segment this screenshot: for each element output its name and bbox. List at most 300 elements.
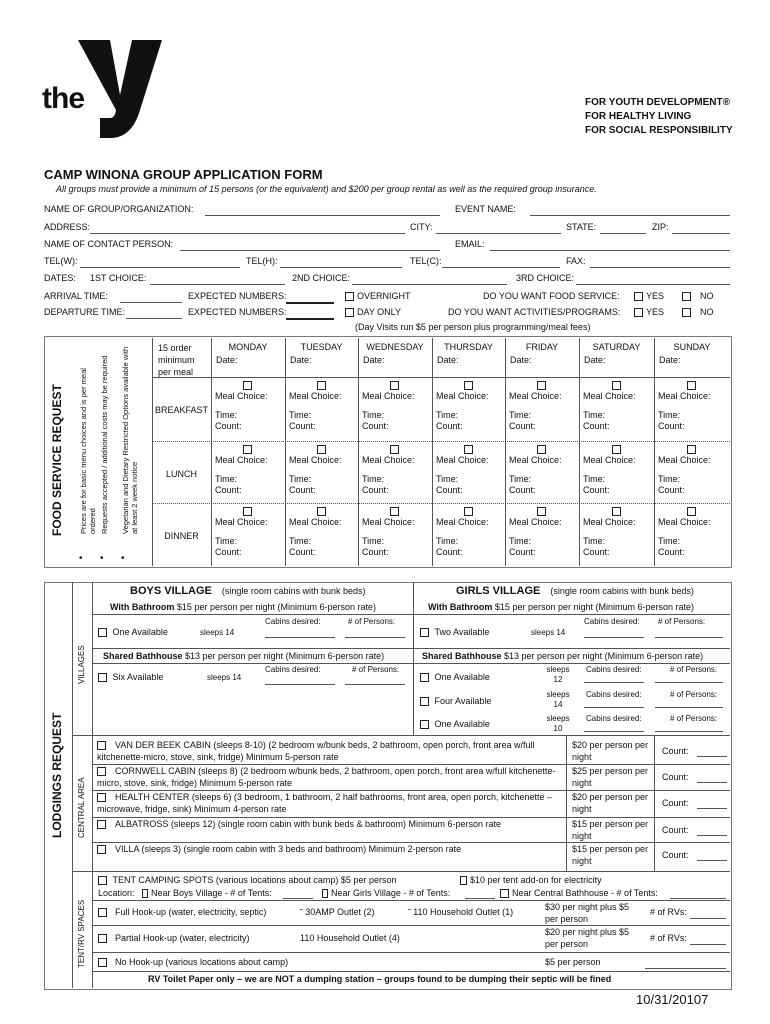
- meal-time-label[interactable]: Time:: [658, 536, 681, 546]
- tent-label: TENT/RV SPACES: [77, 899, 86, 968]
- central-count-field[interactable]: [697, 835, 727, 836]
- boys-cabins-desired-2: Cabins desired:: [265, 665, 321, 674]
- choice1-field[interactable]: [150, 284, 285, 285]
- meal-count-label[interactable]: Count:: [583, 485, 610, 495]
- partial-rvs-field[interactable]: [690, 944, 726, 945]
- meal-checkbox[interactable]: [687, 381, 696, 390]
- meal-count-label[interactable]: Count:: [509, 485, 536, 495]
- girls-with-bath: [428, 602, 694, 613]
- meal-cell: [509, 506, 577, 558]
- loc-central-option[interactable]: [500, 888, 658, 899]
- choice3-label: 3RD CHOICE:: [516, 273, 575, 283]
- contact-label: NAME OF CONTACT PERSON:: [44, 239, 174, 249]
- logo-the-text: the: [42, 82, 84, 115]
- no-hookup-text: No Hook-up (various locations about camp): [115, 957, 289, 967]
- girls-h2: [413, 648, 730, 649]
- central-option[interactable]: [97, 739, 562, 763]
- day-header-tuesday: TUESDAY: [300, 342, 343, 352]
- tent-spots-option[interactable]: [98, 875, 396, 886]
- day-date-label: Date:: [659, 355, 681, 365]
- central-count-field[interactable]: [697, 756, 727, 757]
- girls-four-persons-field[interactable]: [655, 707, 723, 708]
- meal-time-label[interactable]: Time:: [583, 474, 606, 484]
- activities-no[interactable]: [682, 307, 714, 318]
- overnight-option[interactable]: [345, 291, 411, 302]
- meal-checkbox[interactable]: [317, 445, 326, 454]
- boys-one-option[interactable]: [98, 627, 168, 638]
- meal-count-label[interactable]: Count:: [583, 421, 610, 431]
- telc-field[interactable]: [442, 267, 560, 268]
- meal-time-label[interactable]: Time:: [215, 410, 238, 420]
- boys-one-cabins-field[interactable]: [265, 637, 335, 638]
- choice3-field[interactable]: [576, 284, 730, 285]
- girls-one-b-option[interactable]: [420, 719, 490, 730]
- meal-checkbox[interactable]: [317, 507, 326, 516]
- central-text: HEALTH CENTER (sleeps 6) (3 bedroom, 1 bathroom, 2 half bathrooms, front area, open porch, kitchenette – microwave, fridge, sink) Minimum 4-person rate: [97, 792, 553, 814]
- boys-six-text: Six Available: [112, 672, 164, 682]
- meal-choice-label[interactable]: Meal Choice:: [583, 455, 636, 465]
- meal-count-label[interactable]: Count:: [362, 547, 389, 557]
- meal-time-label[interactable]: Time:: [362, 474, 385, 484]
- food-yes-text: YES: [646, 291, 665, 301]
- meal-time-label[interactable]: Time:: [436, 410, 459, 420]
- meal-cell-spacer: [583, 466, 652, 474]
- boys-shared-rest: $13 per person per night (Minimum 6-person rate): [182, 651, 385, 661]
- food-no-text: NO: [700, 291, 714, 301]
- girls-two-persons-field[interactable]: [655, 637, 723, 638]
- meal-label-breakfast: BREAKFAST: [154, 405, 208, 415]
- meal-choice-label[interactable]: Meal Choice:: [289, 391, 342, 401]
- loc-boys-checkbox[interactable]: [142, 889, 148, 898]
- loc-girls-field[interactable]: [465, 898, 495, 899]
- meal-count-label[interactable]: Count:: [509, 547, 536, 557]
- tent-addon-checkbox[interactable]: [460, 876, 467, 885]
- meal-choice-label[interactable]: Meal Choice:: [362, 455, 415, 465]
- boys-h2: [92, 648, 413, 649]
- girls-two-text: Two Available: [434, 627, 490, 637]
- girls-two-cabins-field[interactable]: [584, 637, 644, 638]
- meal-time-label[interactable]: Time:: [658, 474, 681, 484]
- meal-choice-label[interactable]: Meal Choice:: [436, 455, 489, 465]
- central-checkbox[interactable]: [97, 793, 106, 802]
- meal-checkbox-row: [509, 444, 577, 455]
- meal-time-label[interactable]: Time:: [289, 410, 312, 420]
- expected2-field[interactable]: [286, 318, 334, 320]
- meal-cell-spacer: [583, 528, 652, 536]
- address-field[interactable]: [90, 233, 405, 234]
- girls-shared-bold: Shared Bathhouse: [422, 651, 502, 661]
- amp30-mark: ˜: [300, 908, 303, 917]
- meal-cell: [362, 380, 430, 432]
- meal-count-label[interactable]: Count:: [215, 547, 242, 557]
- girls-one-a-persons-field[interactable]: [655, 682, 723, 683]
- meal-count-label[interactable]: Count:: [436, 547, 463, 557]
- meal-cell: [658, 380, 728, 432]
- arrival-field[interactable]: [120, 302, 182, 303]
- meal-time-label[interactable]: Time:: [362, 536, 385, 546]
- central-count-field[interactable]: [697, 860, 727, 861]
- meal-choice-label[interactable]: Meal Choice:: [658, 517, 711, 527]
- full-hookup-option[interactable]: [98, 907, 266, 918]
- girls-one-b-persons-field[interactable]: [655, 731, 723, 732]
- partial-hookup-text: Partial Hook-up (water, electricity): [115, 933, 250, 943]
- choice2-field[interactable]: [352, 284, 507, 285]
- meal-cell-spacer: [289, 466, 356, 474]
- partial-hookup-option[interactable]: [98, 933, 250, 944]
- food-note-3-text: Vegetarian and Dietary Restricted Options available with at least 2 week notice: [121, 346, 139, 534]
- meal-time-label[interactable]: Time:: [509, 410, 532, 420]
- lodging-divider-outer: [72, 582, 73, 988]
- meal-choice-label[interactable]: Meal Choice:: [436, 517, 489, 527]
- tent-spots-text: TENT CAMPING SPOTS (various locations about camp) $5 per person: [112, 875, 397, 885]
- girls-one-a-checkbox[interactable]: [420, 673, 429, 682]
- food-yes[interactable]: [634, 291, 664, 302]
- girls-four-text: Four Available: [434, 696, 492, 706]
- central-label: CENTRAL AREA: [77, 777, 86, 838]
- meal-cell: [658, 506, 728, 558]
- zip-field[interactable]: [672, 233, 730, 234]
- logo-registered: ®: [152, 44, 158, 51]
- meal-checkbox[interactable]: [390, 381, 399, 390]
- central-v-price: [566, 735, 567, 871]
- food-no-checkbox[interactable]: [682, 292, 691, 301]
- meal-choice-label[interactable]: Meal Choice:: [509, 455, 562, 465]
- meal-count-label[interactable]: Count:: [658, 547, 685, 557]
- loc-boys-field[interactable]: [283, 898, 313, 899]
- central-count-field[interactable]: [697, 808, 727, 809]
- meal-checkbox[interactable]: [687, 445, 696, 454]
- meal-time-label[interactable]: Time:: [509, 474, 532, 484]
- boys-six-checkbox[interactable]: [98, 673, 107, 682]
- meal-cell-spacer: [509, 402, 577, 410]
- boys-with-bath-bold: With Bathroom: [110, 602, 175, 612]
- meal-time-label[interactable]: Time:: [436, 536, 459, 546]
- girls-title-row: [456, 586, 694, 597]
- telh-field[interactable]: [280, 267, 402, 268]
- full-hookup-checkbox[interactable]: [98, 908, 107, 917]
- meal-checkbox[interactable]: [537, 507, 546, 516]
- meal-checkbox[interactable]: [243, 381, 252, 390]
- meal-checkbox-row: [509, 506, 577, 517]
- food-grid-v6: [579, 338, 580, 566]
- event-name-label: EVENT NAME:: [455, 204, 516, 214]
- form-title: CAMP WINONA GROUP APPLICATION FORM: [44, 167, 323, 182]
- meal-count-label[interactable]: Count:: [583, 547, 610, 557]
- activities-question: DO YOU WANT ACTIVITIES/PROGRAMS:: [448, 307, 621, 317]
- activities-no-text: NO: [700, 307, 714, 317]
- boys-cabins-desired-1: Cabins desired:: [265, 617, 321, 626]
- overnight-checkbox[interactable]: [345, 292, 354, 301]
- day-header-sunday: SUNDAY: [673, 342, 711, 352]
- activities-yes[interactable]: [634, 307, 664, 318]
- loc-boys-option[interactable]: [142, 888, 272, 899]
- meal-checkbox-row: [215, 506, 283, 517]
- central-count-label: Count:: [662, 772, 689, 782]
- girls-one-b-checkbox[interactable]: [420, 720, 429, 729]
- meal-count-label[interactable]: Count:: [658, 421, 685, 431]
- zip-label: ZIP:: [652, 222, 669, 232]
- meal-count-label[interactable]: Count:: [362, 485, 389, 495]
- food-note-1-text: Prices are for basic menu choices and is per meal ordered: [79, 368, 97, 534]
- arrival-label: ARRIVAL TIME:: [44, 291, 108, 301]
- central-option[interactable]: [97, 843, 562, 855]
- girls-persons-3: # of Persons:: [670, 690, 718, 699]
- meal-time-label[interactable]: Time:: [583, 536, 606, 546]
- food-yes-checkbox[interactable]: [634, 292, 643, 301]
- meal-count-label[interactable]: Count:: [362, 421, 389, 431]
- food-no[interactable]: [682, 291, 714, 302]
- meal-time-label[interactable]: Time:: [289, 474, 312, 484]
- meal-time-label[interactable]: Time:: [289, 536, 312, 546]
- central-count-label: Count:: [662, 825, 689, 835]
- central-text: ALBATROSS (sleeps 12) (single room cabin with bunk beds & bathroom) Minimum 6-person rate: [115, 819, 501, 829]
- tent-addon-option[interactable]: [460, 875, 602, 886]
- central-option[interactable]: [97, 818, 562, 830]
- tent-addon-text: $10 per tent add-on for electricity: [470, 875, 602, 885]
- meal-checkbox[interactable]: [612, 381, 621, 390]
- meal-checkbox-row: [436, 506, 503, 517]
- no-hookup-field[interactable]: [645, 968, 726, 969]
- meal-count-label[interactable]: Count:: [436, 485, 463, 495]
- loc-girls-text: Near Girls Village - # of Tents:: [331, 888, 451, 898]
- departure-label: DEPARTURE TIME:: [44, 307, 126, 317]
- full-rvs-field[interactable]: [690, 918, 726, 919]
- meal-time-label[interactable]: Time:: [509, 536, 532, 546]
- meal-checkbox-row: [289, 380, 356, 391]
- meal-cell-spacer: [509, 528, 577, 536]
- meal-checkbox[interactable]: [612, 507, 621, 516]
- meal-cell-spacer: [215, 528, 283, 536]
- meal-checkbox-row: [658, 380, 728, 391]
- departure-field[interactable]: [126, 318, 182, 319]
- meal-count-label[interactable]: Count:: [509, 421, 536, 431]
- household4-option[interactable]: [300, 933, 400, 944]
- meal-checkbox[interactable]: [464, 507, 473, 516]
- meal-choice-label[interactable]: Meal Choice:: [658, 391, 711, 401]
- food-note-3: [121, 344, 139, 534]
- boys-six-cabins-field[interactable]: [265, 684, 335, 685]
- state-label: STATE:: [566, 222, 597, 232]
- day-date-label: Date:: [437, 355, 459, 365]
- meal-cell: [436, 444, 503, 496]
- meal-checkbox[interactable]: [243, 445, 252, 454]
- loc-boys-text: Near Boys Village - # of Tents:: [151, 888, 272, 898]
- central-option[interactable]: [97, 765, 562, 789]
- telw-field[interactable]: [80, 267, 240, 268]
- meal-cell: [583, 380, 652, 432]
- meal-checkbox[interactable]: [464, 445, 473, 454]
- tagline-2: FOR HEALTHY LIVING: [585, 111, 692, 122]
- meal-checkbox-row: [583, 506, 652, 517]
- girls-four-sleeps: sleeps 14: [546, 690, 570, 709]
- boys-h3: [92, 663, 413, 664]
- state-field[interactable]: [600, 233, 646, 234]
- meal-choice-label[interactable]: Meal Choice:: [215, 391, 268, 401]
- meal-choice-label[interactable]: Meal Choice:: [362, 391, 415, 401]
- address-label: ADDRESS:: [44, 222, 91, 232]
- boys-with-bath: [110, 602, 376, 613]
- central-checkbox[interactable]: [97, 767, 106, 776]
- activities-yes-checkbox[interactable]: [634, 308, 643, 317]
- central-option[interactable]: [97, 791, 562, 815]
- meal-cell: [215, 506, 283, 558]
- meal-choice-label[interactable]: Meal Choice:: [509, 517, 562, 527]
- meal-checkbox[interactable]: [687, 507, 696, 516]
- boys-one-checkbox[interactable]: [98, 628, 107, 637]
- meal-checkbox[interactable]: [464, 381, 473, 390]
- loc-girls-checkbox[interactable]: [322, 889, 328, 898]
- girls-four-cabins-field[interactable]: [584, 707, 644, 708]
- expected2-label: EXPECTED NUMBERS:: [188, 307, 287, 317]
- meal-checkbox[interactable]: [612, 445, 621, 454]
- contact-field[interactable]: [180, 250, 440, 251]
- meal-count-label[interactable]: Count:: [658, 485, 685, 495]
- boys-six-persons-field[interactable]: [345, 684, 405, 685]
- meal-cell-spacer: [436, 466, 503, 474]
- meal-cell: [362, 444, 430, 496]
- group-name-field[interactable]: [205, 215, 440, 216]
- girls-with-bath-bold: With Bathroom: [428, 602, 493, 612]
- meal-checkbox-row: [583, 444, 652, 455]
- city-field[interactable]: [436, 233, 561, 234]
- meal-cell: [362, 506, 430, 558]
- activities-no-checkbox[interactable]: [682, 308, 691, 317]
- central-checkbox[interactable]: [97, 820, 106, 829]
- no-hookup-checkbox[interactable]: [98, 958, 107, 967]
- meal-checkbox[interactable]: [317, 381, 326, 390]
- meal-choice-label[interactable]: Meal Choice:: [436, 391, 489, 401]
- meal-choice-label[interactable]: Meal Choice:: [583, 517, 636, 527]
- meal-choice-label[interactable]: Meal Choice:: [215, 517, 268, 527]
- meal-count-label[interactable]: Count:: [436, 421, 463, 431]
- food-note-1: [79, 344, 97, 534]
- city-label: CITY:: [410, 222, 433, 232]
- lodging-divider-inner: [92, 582, 93, 988]
- girls-with-bath-rest: $15 per person per night (Minimum 6-person rate): [492, 602, 695, 612]
- girls-four-checkbox[interactable]: [420, 697, 429, 706]
- meal-choice-label[interactable]: Meal Choice:: [362, 517, 415, 527]
- central-price: $20 per person per night: [572, 740, 649, 762]
- tagline-3: FOR SOCIAL RESPONSIBILITY: [585, 125, 733, 136]
- email-label: EMAIL:: [455, 239, 485, 249]
- meal-time-label[interactable]: Time:: [362, 410, 385, 420]
- amp30-text: 30AMP Outlet (2): [305, 907, 375, 917]
- no-hookup-option[interactable]: [98, 957, 288, 968]
- girls-one-a-option[interactable]: [420, 672, 490, 683]
- loc-central-checkbox[interactable]: [500, 889, 509, 898]
- meal-label-dinner: DINNER: [164, 531, 199, 541]
- meal-checkbox-row: [215, 380, 283, 391]
- girls-cabins-desired-3: Cabins desired:: [586, 690, 642, 699]
- telc-label: TEL(C):: [410, 256, 442, 266]
- girls-persons-2: # of Persons:: [670, 665, 718, 674]
- central-checkbox[interactable]: [97, 845, 106, 854]
- girls-two-checkbox[interactable]: [420, 628, 429, 637]
- meal-choice-label[interactable]: Meal Choice:: [583, 391, 636, 401]
- meal-cell: [289, 506, 356, 558]
- loc-central-field[interactable]: [670, 898, 726, 899]
- food-grid-v4: [432, 338, 433, 566]
- meal-count-label[interactable]: Count:: [215, 485, 242, 495]
- meal-cell: [509, 444, 577, 496]
- meal-checkbox[interactable]: [537, 381, 546, 390]
- meal-choice-label[interactable]: Meal Choice:: [289, 455, 342, 465]
- meal-time-label[interactable]: Time:: [436, 474, 459, 484]
- dayonly-option[interactable]: [345, 307, 401, 318]
- girls-two-option[interactable]: [420, 627, 489, 638]
- day-date-label: Date:: [510, 355, 532, 365]
- meal-count-label[interactable]: Count:: [289, 547, 316, 557]
- tent-spots-checkbox[interactable]: [98, 876, 107, 885]
- dayonly-checkbox[interactable]: [345, 308, 354, 317]
- meal-choice-label[interactable]: Meal Choice:: [509, 391, 562, 401]
- household1-option[interactable]: [408, 907, 513, 918]
- tent-h4: [92, 971, 730, 972]
- boys-shared-bold: Shared Bathhouse: [103, 651, 183, 661]
- meal-count-label[interactable]: Count:: [215, 421, 242, 431]
- email-field[interactable]: [490, 250, 730, 251]
- expected1-field[interactable]: [286, 302, 334, 304]
- girls-one-b-cabins-field[interactable]: [584, 731, 644, 732]
- meal-time-label[interactable]: Time:: [215, 474, 238, 484]
- central-checkbox[interactable]: [97, 741, 106, 750]
- meal-choice-label[interactable]: Meal Choice:: [658, 455, 711, 465]
- partial-hookup-checkbox[interactable]: [98, 934, 107, 943]
- food-grid-h2: [152, 441, 730, 442]
- meal-choice-label[interactable]: Meal Choice:: [289, 517, 342, 527]
- day-header-thursday: THURSDAY: [444, 342, 493, 352]
- central-price: $15 per person per night: [572, 844, 649, 866]
- boys-one-sleeps: sleeps 14: [200, 628, 235, 637]
- telh-label: TEL(H):: [246, 256, 278, 266]
- meal-time-label[interactable]: Time:: [215, 536, 238, 546]
- girls-four-option[interactable]: [420, 696, 491, 707]
- tagline-1: FOR YOUTH DEVELOPMENT®: [585, 97, 730, 108]
- meal-checkbox[interactable]: [243, 507, 252, 516]
- food-grid-h3: [152, 503, 730, 504]
- meal-time-label[interactable]: Time:: [658, 410, 681, 420]
- girls-shared-rest: $13 per person per night (Minimum 6-person rate): [501, 651, 704, 661]
- meal-cell: [289, 380, 356, 432]
- boys-six-option[interactable]: [98, 672, 163, 683]
- meal-cell: [436, 506, 503, 558]
- meal-cell-spacer: [583, 402, 652, 410]
- food-grid-v1: [211, 338, 212, 566]
- meal-checkbox[interactable]: [390, 445, 399, 454]
- meal-time-label[interactable]: Time:: [583, 410, 606, 420]
- central-price: $25 per person per night: [572, 766, 649, 788]
- loc-girls-option[interactable]: [322, 888, 450, 899]
- central-count-field[interactable]: [697, 782, 727, 783]
- food-grid-h1: [152, 377, 730, 378]
- girls-one-a-cabins-field[interactable]: [584, 682, 644, 683]
- fax-field[interactable]: [590, 267, 730, 268]
- meal-count-label[interactable]: Count:: [289, 485, 316, 495]
- logo-ymca-text: YMCA: [115, 103, 137, 128]
- day-header-monday: MONDAY: [228, 342, 268, 352]
- meal-count-label[interactable]: Count:: [289, 421, 316, 431]
- meal-choice-label[interactable]: Meal Choice:: [215, 455, 268, 465]
- meal-checkbox[interactable]: [390, 507, 399, 516]
- boys-one-persons-field[interactable]: [345, 637, 405, 638]
- amp30-option[interactable]: [300, 907, 375, 918]
- event-name-field[interactable]: [530, 215, 730, 216]
- lodging-side-title: LODGINGS REQUEST: [50, 712, 64, 838]
- meal-checkbox[interactable]: [537, 445, 546, 454]
- girls-one-a-text: One Available: [434, 672, 490, 682]
- food-side-title: FOOD SERVICE REQUEST: [50, 384, 64, 536]
- meal-cell: [509, 380, 577, 432]
